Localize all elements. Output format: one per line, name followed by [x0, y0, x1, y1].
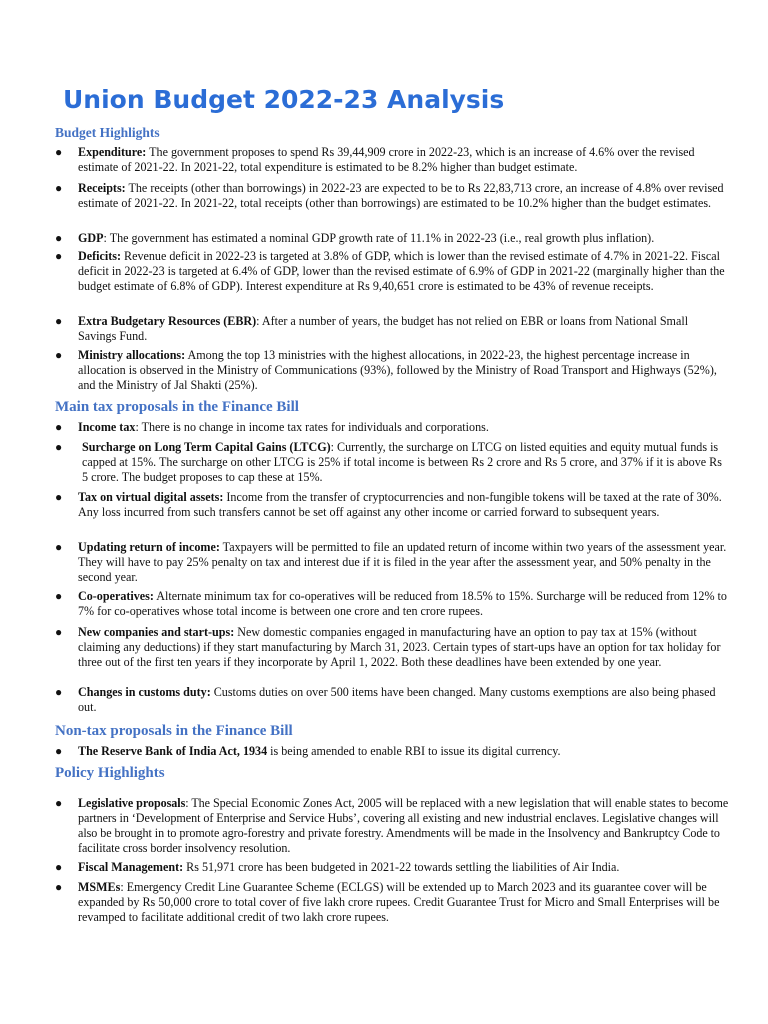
- bullet-dot-icon: ●: [55, 249, 63, 263]
- bullet-dot-icon: ●: [55, 231, 63, 245]
- section-heading-budget-highlights: Budget Highlights: [55, 125, 160, 140]
- section-heading-non-tax-proposals: Non-tax proposals in the Finance Bill: [55, 723, 293, 739]
- bullet-dot-icon: ●: [55, 420, 63, 434]
- bullet-dot-icon: ●: [55, 625, 63, 639]
- bullet-dot-icon: ●: [55, 314, 63, 328]
- bullet-dot-icon: ●: [55, 540, 63, 554]
- bullet-dot-icon: ●: [55, 860, 63, 874]
- section-heading-policy-highlights: Policy Highlights: [55, 765, 165, 781]
- bullet-dot-icon: ●: [55, 880, 63, 894]
- bullet-dot-icon: ●: [55, 685, 63, 699]
- bullet-dot-icon: ●: [55, 490, 63, 504]
- bullet-dot-icon: ●: [55, 181, 63, 195]
- document-page: Union Budget 2022-23 Analysis Budget Highlights ● Expenditure: The government proposes to spend Rs 39,44,909 crore in 2022-23, which is an increase of 4.6% over the revised estimate of 2021-22. In 2021-22, total expenditure is estimated to be 8.2% higher than budget estimate. ● Receipts: The receipts (other than borrowings) in 2022-23 are expected to be to Rs 22,83,713 crore, an increase of 4.8% over revised estimate of 2021-22. In 2021-22, total receipts (other than borrowings) are estimated to be 10.2% higher than the budget estimates. ● GDP: The government has estimated a nominal GDP growth rate of 11.1% in 2022-23 (i.e., real growth plus inflation). ● Deficits: Revenue deficit in 2022-23 is targeted at 3.8% of GDP, which is lower than the revised estimate of 4.7% in 2021-22. Fiscal deficit in 2022-23 is targeted at 6.4% of GDP, lower than the revised estimate of 6.9% of GDP in 2021-22 (marginally higher than the budget estimate of 6.8% of GDP). Interest expenditure at Rs 9,40,651 crore is estimated to be 43% of revenue receipts. ● Extra Budgetary Resources (EBR): After a number of years, the budget has not relied on EBR or loans from National Small Savings Fund. ● Ministry allocations: Among the top 13 ministries with the highest allocations, in 2022-23, the highest percentage increase in allocation is observed in the Ministry of Communications (93%), followed by the Ministry of Road Transport and Highways (52%), and the Ministry of Jal Shakti (25%). Main tax proposals in the Finance Bill ● Income tax: There is no change in income tax rates for individuals and corporations. ● Surcharge on Long Term Capital Gains (LTCG): Currently, the surcharge on LTCG on listed equities and equity mutual funds is capped at 15%. The surcharge on other LTCG is 25% if total income is between Rs 2 crore and Rs 5 crore, and 37% if it is above Rs 5 crore. The budget proposes to cap these at 15%. ● Tax on virtual digital assets: Income from the transfer of cryptocurrencies and non-fungible tokens will be taxed at the rate of 30%. Any loss incurred from such transfers cannot be set off against any other income or carried forward to subsequent years. ● Updating return of income: Taxpayers will be permitted to file an updated return of income within two years of the assessment year. They will have to pay 25% penalty on tax and interest due if it is filed in the year after the assessment year, and 50% penalty in the second year. ● Co-operatives: Alternate minimum tax for co-operatives will be reduced from 18.5% to 15%. Surcharge will be reduced from 12% to 7% for co-operatives whose total income is between one crore and ten crore rupees. ● New companies and start-ups: New domestic companies engaged in manufacturing have an option to pay tax at 15% (without claiming any deductions) if they start manufacturing by March 31, 2023. Certain types of start-ups have an option for tax holiday for three out of the first ten years if they incorporate by April 1, 2022. Both these deadlines have been extended by one year. ● Changes in customs duty: Customs duties on over 500 items have been changed. Many customs exemptions are also being phased out. Non-tax proposals in the Finance Bill ● The Reserve Bank of India Act, 1934 is being amended to enable RBI to issue its digital currency. Policy Highlights ● Legislative proposals: The Special Economic Zones Act, 2005 will be replaced with a new legislation that will enable states to become partners in ‘Development of Enterprise and Service Hubs’, covering all existing and new industrial enclaves. Legislative changes will also be brought in to promote agro-forestry and private forestry. Amendments will be made in the Insolvency and Bankruptcy Code to facilitate cross border insolvency resolution. ● Fiscal Management: Rs 51,971 crore has been budgeted in 2021-22 towards settling the liabilities of Air India. ● MSMEs: Emergency Credit Line Guarantee Scheme (ECLGS) will be extended up to March 2023 and its guarantee cover will be expanded by Rs 50,000 crore to total cover of five lakh crore rupees. Credit Guarantee Trust for Micro and Small Enterprises will be revamped to facilitate additional credit of two lakh crore rupees.: [55, 85, 729, 924]
- bullet-dot-icon: ●: [55, 440, 63, 454]
- document-title: Union Budget 2022-23 Analysis: [63, 85, 505, 114]
- section-heading-tax-proposals: Main tax proposals in the Finance Bill: [55, 399, 299, 415]
- bullet-dot-icon: ●: [55, 744, 63, 758]
- bullet-dot-icon: ●: [55, 589, 63, 603]
- bullet-dot-icon: ●: [55, 348, 63, 362]
- bullet-dot-icon: ●: [55, 145, 63, 159]
- bullet-dot-icon: ●: [55, 796, 63, 810]
